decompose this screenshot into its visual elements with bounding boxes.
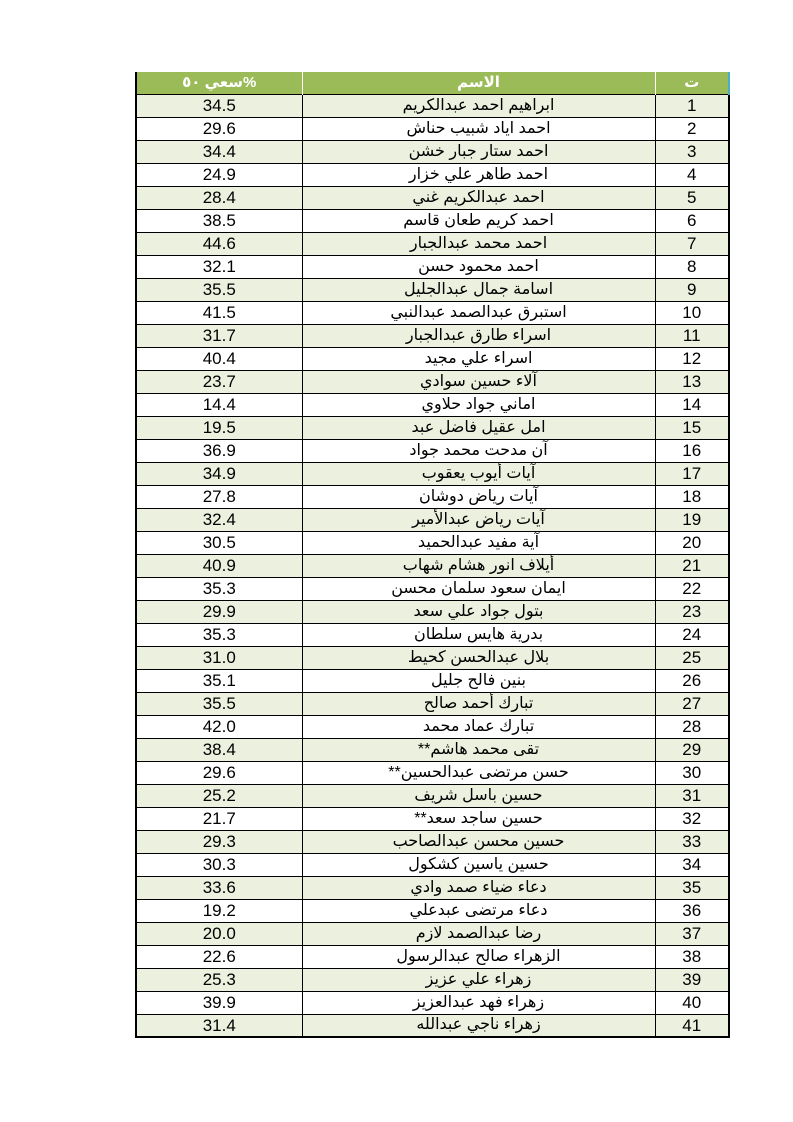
score-cell: 30.5 bbox=[136, 531, 302, 554]
name-cell: بدرية هايس سلطان bbox=[302, 623, 655, 646]
number-cell: 33 bbox=[655, 830, 729, 853]
name-cell: آن مدحت محمد جواد bbox=[302, 439, 655, 462]
number-cell: 30 bbox=[655, 761, 729, 784]
score-cell: 35.5 bbox=[136, 692, 302, 715]
table-row bbox=[136, 899, 729, 922]
score-cell: 31.4 bbox=[136, 1014, 302, 1037]
number-cell: 38 bbox=[655, 945, 729, 968]
name-cell: بنين فالح جليل bbox=[302, 669, 655, 692]
score-cell: 24.9 bbox=[136, 163, 302, 186]
table-row bbox=[136, 531, 729, 554]
score-cell: 31.7 bbox=[136, 324, 302, 347]
score-cell: 29.6 bbox=[136, 761, 302, 784]
table-row bbox=[136, 554, 729, 577]
number-cell: 37 bbox=[655, 922, 729, 945]
table-row bbox=[136, 186, 729, 209]
name-cell: تبارك عماد محمد bbox=[302, 715, 655, 738]
name-cell: اسراء علي مجيد bbox=[302, 347, 655, 370]
table-row bbox=[136, 140, 729, 163]
name-cell: احمد محمود حسن bbox=[302, 255, 655, 278]
grades-table bbox=[135, 72, 730, 1038]
name-cell: حسن مرتضى عبدالحسين** bbox=[302, 761, 655, 784]
score-cell: 19.5 bbox=[136, 416, 302, 439]
name-cell: حسين ساجد سعد** bbox=[302, 807, 655, 830]
table-row bbox=[136, 669, 729, 692]
name-cell: احمد كريم طعان قاسم bbox=[302, 209, 655, 232]
table-row bbox=[136, 324, 729, 347]
table-row bbox=[136, 232, 729, 255]
table-row bbox=[136, 255, 729, 278]
name-cell: زهراء ناجي عبدالله bbox=[302, 1014, 655, 1037]
number-cell: 41 bbox=[655, 1014, 729, 1037]
table-row bbox=[136, 945, 729, 968]
table-row bbox=[136, 876, 729, 899]
number-cell: 18 bbox=[655, 485, 729, 508]
number-cell: 3 bbox=[655, 140, 729, 163]
score-cell: 39.9 bbox=[136, 991, 302, 1014]
table-row bbox=[136, 163, 729, 186]
table-row bbox=[136, 439, 729, 462]
name-cell: آيات رياض عبدالأمير bbox=[302, 508, 655, 531]
number-cell: 24 bbox=[655, 623, 729, 646]
number-cell: 7 bbox=[655, 232, 729, 255]
name-cell: احمد محمد عبدالجبار bbox=[302, 232, 655, 255]
score-cell: 23.7 bbox=[136, 370, 302, 393]
number-cell: 39 bbox=[655, 968, 729, 991]
table-body bbox=[136, 94, 729, 1037]
table-row bbox=[136, 393, 729, 416]
name-cell: اماني جواد حلاوي bbox=[302, 393, 655, 416]
number-cell: 34 bbox=[655, 853, 729, 876]
name-cell: آيات رياض دوشان bbox=[302, 485, 655, 508]
name-cell: احمد ستار جبار خشن bbox=[302, 140, 655, 163]
score-cell: 40.4 bbox=[136, 347, 302, 370]
number-cell: 8 bbox=[655, 255, 729, 278]
name-cell: رضا عبدالصمد لازم bbox=[302, 922, 655, 945]
score-cell: 38.5 bbox=[136, 209, 302, 232]
score-cell: 32.4 bbox=[136, 508, 302, 531]
table-row bbox=[136, 117, 729, 140]
table-row bbox=[136, 646, 729, 669]
table-row bbox=[136, 462, 729, 485]
number-cell: 32 bbox=[655, 807, 729, 830]
number-cell: 2 bbox=[655, 117, 729, 140]
score-cell: 30.3 bbox=[136, 853, 302, 876]
score-cell: 44.6 bbox=[136, 232, 302, 255]
table-row bbox=[136, 968, 729, 991]
score-cell: 36.9 bbox=[136, 439, 302, 462]
score-cell: 38.4 bbox=[136, 738, 302, 761]
name-cell: احمد اياد شبيب حناش bbox=[302, 117, 655, 140]
name-cell: تبارك أحمد صالح bbox=[302, 692, 655, 715]
score-cell: 25.3 bbox=[136, 968, 302, 991]
table-row bbox=[136, 278, 729, 301]
number-cell: 31 bbox=[655, 784, 729, 807]
number-cell: 10 bbox=[655, 301, 729, 324]
name-cell: ابراهيم احمد عبدالكريم bbox=[302, 94, 655, 117]
score-cell: 35.5 bbox=[136, 278, 302, 301]
table-row bbox=[136, 715, 729, 738]
table-row bbox=[136, 94, 729, 117]
table-row bbox=[136, 600, 729, 623]
number-cell: 16 bbox=[655, 439, 729, 462]
name-cell: حسين محسن عبدالصاحب bbox=[302, 830, 655, 853]
number-cell: 12 bbox=[655, 347, 729, 370]
score-header: سعي ٥٠% bbox=[136, 72, 302, 94]
number-cell: 20 bbox=[655, 531, 729, 554]
score-cell: 34.4 bbox=[136, 140, 302, 163]
score-cell: 29.9 bbox=[136, 600, 302, 623]
name-cell: اسراء طارق عبدالجبار bbox=[302, 324, 655, 347]
score-cell: 41.5 bbox=[136, 301, 302, 324]
score-cell: 21.7 bbox=[136, 807, 302, 830]
name-cell: امل عقيل فاضل عبد bbox=[302, 416, 655, 439]
name-cell: آيات أيوب يعقوب bbox=[302, 462, 655, 485]
name-cell: حسين ياسين كشكول bbox=[302, 853, 655, 876]
number-cell: 1 bbox=[655, 94, 729, 117]
score-cell: 35.3 bbox=[136, 623, 302, 646]
score-cell: 33.6 bbox=[136, 876, 302, 899]
name-cell: آية مفيد عبدالحميد bbox=[302, 531, 655, 554]
table-row bbox=[136, 761, 729, 784]
name-cell: أيلاف انور هشام شهاب bbox=[302, 554, 655, 577]
table-row bbox=[136, 738, 729, 761]
score-cell: 14.4 bbox=[136, 393, 302, 416]
number-cell: 22 bbox=[655, 577, 729, 600]
name-cell: بتول جواد علي سعد bbox=[302, 600, 655, 623]
name-cell: آلاء حسين سوادي bbox=[302, 370, 655, 393]
score-cell: 35.1 bbox=[136, 669, 302, 692]
score-cell: 22.6 bbox=[136, 945, 302, 968]
score-cell: 34.9 bbox=[136, 462, 302, 485]
table-row bbox=[136, 209, 729, 232]
score-cell: 29.6 bbox=[136, 117, 302, 140]
table-row bbox=[136, 830, 729, 853]
table-row bbox=[136, 301, 729, 324]
table-row bbox=[136, 922, 729, 945]
number-cell: 21 bbox=[655, 554, 729, 577]
number-cell: 19 bbox=[655, 508, 729, 531]
table-row bbox=[136, 692, 729, 715]
table-row bbox=[136, 623, 729, 646]
score-cell: 40.9 bbox=[136, 554, 302, 577]
table-row bbox=[136, 370, 729, 393]
name-header: الاسم bbox=[302, 72, 655, 94]
score-cell: 28.4 bbox=[136, 186, 302, 209]
name-cell: استبرق عبدالصمد عبدالنبي bbox=[302, 301, 655, 324]
score-cell: 19.2 bbox=[136, 899, 302, 922]
number-cell: 6 bbox=[655, 209, 729, 232]
score-cell: 29.3 bbox=[136, 830, 302, 853]
number-cell: 5 bbox=[655, 186, 729, 209]
number-cell: 11 bbox=[655, 324, 729, 347]
table-row bbox=[136, 784, 729, 807]
name-cell: بلال عبدالحسن كحيط bbox=[302, 646, 655, 669]
score-cell: 32.1 bbox=[136, 255, 302, 278]
number-cell: 4 bbox=[655, 163, 729, 186]
score-cell: 20.0 bbox=[136, 922, 302, 945]
table-row bbox=[136, 991, 729, 1014]
score-cell: 25.2 bbox=[136, 784, 302, 807]
table-row bbox=[136, 485, 729, 508]
table-row bbox=[136, 577, 729, 600]
name-cell: اسامة جمال عبدالجليل bbox=[302, 278, 655, 301]
number-cell: 26 bbox=[655, 669, 729, 692]
table-row bbox=[136, 416, 729, 439]
number-cell: 28 bbox=[655, 715, 729, 738]
name-cell: احمد عبدالكريم غني bbox=[302, 186, 655, 209]
score-cell: 31.0 bbox=[136, 646, 302, 669]
name-cell: زهراء علي عزيز bbox=[302, 968, 655, 991]
score-cell: 27.8 bbox=[136, 485, 302, 508]
score-cell: 42.0 bbox=[136, 715, 302, 738]
name-cell: تقى محمد هاشم** bbox=[302, 738, 655, 761]
score-cell: 34.5 bbox=[136, 94, 302, 117]
number-cell: 17 bbox=[655, 462, 729, 485]
table-row bbox=[136, 347, 729, 370]
name-cell: ايمان سعود سلمان محسن bbox=[302, 577, 655, 600]
number-header: ت bbox=[655, 72, 729, 94]
name-cell: الزهراء صالح عبدالرسول bbox=[302, 945, 655, 968]
number-cell: 29 bbox=[655, 738, 729, 761]
number-cell: 36 bbox=[655, 899, 729, 922]
score-cell: 35.3 bbox=[136, 577, 302, 600]
table-row bbox=[136, 853, 729, 876]
number-cell: 40 bbox=[655, 991, 729, 1014]
name-cell: احمد طاهر علي خزار bbox=[302, 163, 655, 186]
header-row bbox=[136, 72, 729, 94]
table-row bbox=[136, 807, 729, 830]
table-row bbox=[136, 508, 729, 531]
number-cell: 14 bbox=[655, 393, 729, 416]
number-cell: 27 bbox=[655, 692, 729, 715]
number-cell: 13 bbox=[655, 370, 729, 393]
number-cell: 23 bbox=[655, 600, 729, 623]
number-cell: 25 bbox=[655, 646, 729, 669]
number-cell: 9 bbox=[655, 278, 729, 301]
name-cell: دعاء ضياء صمد وادي bbox=[302, 876, 655, 899]
number-cell: 35 bbox=[655, 876, 729, 899]
table-row bbox=[136, 1014, 729, 1037]
name-cell: حسين باسل شريف bbox=[302, 784, 655, 807]
name-cell: دعاء مرتضى عبدعلي bbox=[302, 899, 655, 922]
name-cell: زهراء فهد عبدالعزيز bbox=[302, 991, 655, 1014]
number-cell: 15 bbox=[655, 416, 729, 439]
